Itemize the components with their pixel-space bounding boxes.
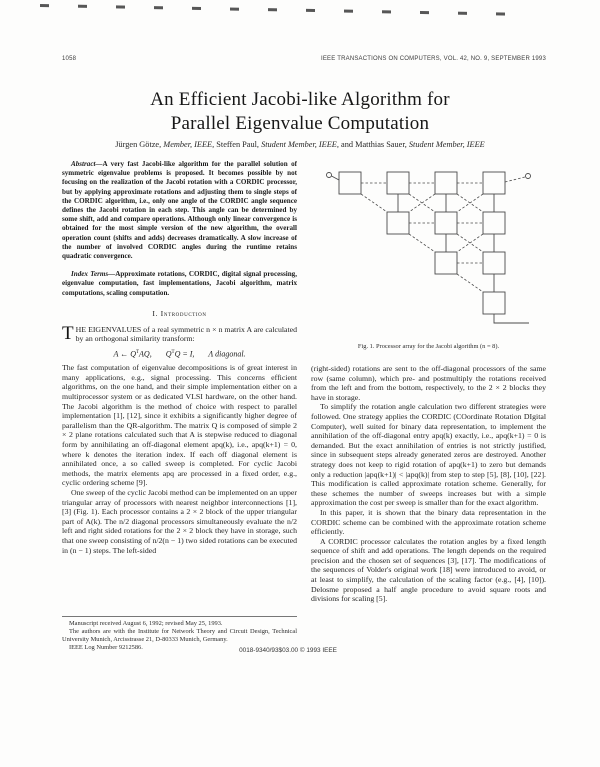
equation-part: AQ,: [139, 349, 152, 359]
two-column-body: [62, 160, 546, 652]
right-column-text: [311, 364, 546, 604]
equation-part: Λ diagonal.: [208, 349, 246, 359]
figure-1-caption: Fig. 1. Processor array for the Jacobi algorithm (n = 8).: [357, 343, 500, 350]
equation-part: A ← Q: [113, 349, 136, 359]
authors-line: [0, 140, 600, 149]
equation-1: [62, 348, 297, 359]
processor-array-diagram: [323, 162, 535, 334]
figure-1: [311, 162, 546, 354]
index-terms-text: Approximate rotations, CORDIC, digital signal processing, eigenvalue computation, fast implementations, Jacobi algorithm, matrix computations, scaling computation.: [62, 270, 297, 297]
paper-title-line1: An Efficient Jacobi-like Algorithm for: [150, 89, 450, 110]
abstract-text: A very fast Jacobi-like algorithm for the parallel solution of symmetric eigenvalue problems is proposed. It becomes possible by not focusing on the realization of the Jacobi rotation with a CORDIC processor, but by applying approximate rotations and adjusting them to single steps of the CORDIC algorithm, i.e., only one angle of the CORDIC angle sequence defines the Jacobi rotation in each step. This angle can be determined by some shift, add and compare operations. Although only linear convergence is obtained for the most simple version of the new algorithm, the overall operation count (shifts and adds) decreases dramatically. A slow increase of the number of involved CORDIC angles during the runtime retains quadratic convergence.: [62, 160, 297, 261]
footnote-log-number: IEEE Log Number 9212586.: [69, 644, 143, 651]
page-number: 1058: [62, 56, 77, 62]
footnote-manuscript: Manuscript received August 6, 1992; revised May 25, 1993.: [69, 620, 223, 627]
dropcap-T: T: [62, 322, 74, 344]
journal-header: IEEE TRANSACTIONS ON COMPUTERS, VOL. 42, NO. 9, SEPTEMBER 1993: [320, 56, 546, 62]
footer-copyright: 0018-9340/93$03.00 © 1993 IEEE: [239, 647, 337, 654]
abstract-label: Abstract—: [71, 160, 103, 168]
right-paragraph-4: A CORDIC processor calculates the rotation angles by a fixed length sequence of shift and add operations. The length depends on the required precision and the chosen set of sequences [3], [17]. The modifications of the sequences of Volder's original work [18] were introduced to avoid, or at least to simplify, the calculation of the scaling factor (e.g., [4], [10]). Delosme proposed a half angle procedure to avoid square roots and divisions for scaling [5].: [311, 536, 546, 604]
author-name: Jürgen Götze,: [115, 140, 164, 149]
footnote-affiliation: The authors are with the Institute for Network Theory and Circuit Design, Technical University Munich, Arcisstrasse 21, D-80333 Munich, Germany.: [62, 628, 297, 643]
intro-paragraph-2: The fast computation of eigenvalue decompositions is of great interest in many applications, e.g., signal processing. This concerns efficient algorithms, on the one hand, and their simple implementation either on a multiprocessor system or as dedicated VLSI hardware, on the other hand. The Jacobi algorithm is the method of choice with respect to parallel implementation [1], [12], since it exhibits a significantly higher degree of parallelism than the QR-algorithm. The matrix Q is composed of simple 2 × 2 plane rotations calculated such that A is stepwise reduced to diagonal form by annihilating an off-diagonal element apq(k), i.e., apq(k+1) = 0, where k denotes the iteration index. If each off diagonal element is annihilated once, a so called sweep is completed. For cyclic Jacobi methods, the matrix elements apq are processed in a fixed order, e.g., cyclic ordering scheme [9].: [62, 363, 297, 488]
index-terms-paragraph: [62, 270, 297, 298]
equation-part: Q = I,: [174, 349, 195, 359]
intro-paragraph-1-text: HE EIGENVALUES of a real symmetric n × n matrix A are calculated by an orthogonal similarity transform:: [75, 324, 297, 344]
equation-superscript: T: [171, 350, 175, 356]
author-name: Steffen Paul,: [214, 140, 262, 149]
section-heading-introduction: I. Introduction: [152, 308, 207, 318]
paper-title-line2: Parallel Eigenvalue Computation: [170, 113, 430, 134]
author-affiliation: Student Member, IEEE,: [261, 140, 339, 149]
index-terms-label: Index Terms—: [71, 270, 116, 279]
right-column: [311, 160, 546, 652]
equation-superscript: T: [135, 350, 140, 356]
author-affiliation: Member, IEEE,: [163, 140, 215, 149]
author-name: and Matthias Sauer,: [338, 140, 409, 149]
right-paragraph-1: (right-sided) rotations are sent to the off-diagonal processors of the same row (same column), which pre- and postmultiply the rotations received from the left and from the bottom, respectively, to the 2 × 2 blocks they have in storage.: [311, 364, 546, 402]
scan-edge-dashes-icon: [40, 4, 526, 16]
running-head: [62, 56, 546, 62]
intro-text: [62, 322, 297, 555]
intro-paragraph-1: [62, 322, 297, 344]
left-column: [62, 160, 297, 652]
right-paragraph-2: To simplify the rotation angle calculation two different strategies were followed. One strategy applies the CORDIC (COordinate Rotation DIgital Computer), well suited for binary data representation, to implement the annihilation of the off-diagonal entry apq(k) exactly, i.e., apq(k+1) = 0 is demanded. But the exact annihilation of entries is not strictly justified, since in subsequent steps already generated zeros are destroyed. Another strategy does not keep to rigid rotation of apq(k+1) to zero but demands only a reduction |apq(k+1)| < |apq(k)| from step to step [5], [8], [10], [22]. This modification is called approximate rotation scheme. Generally, for these schemes the number of sweeps increases but with a simple approximation the cost per sweep is smaller than for the exact algorithm.: [311, 402, 546, 508]
paper-title: [0, 88, 600, 136]
author-affiliation: Student Member, IEEE: [408, 140, 485, 149]
right-paragraph-3: In this paper, it is shown that the binary data representation in the CORDIC scheme can be combined with the approximate rotation scheme efficiently.: [311, 507, 546, 537]
equation-part: Q: [165, 349, 172, 359]
intro-paragraph-3: One sweep of the cyclic Jacobi method can be implemented on an upper triangular array of processors with nearest neighbor interconnections [1], [3] (Fig. 1). Each processor contains a 2 × 2 block of the upper triangular part of A(k). The n/2 diagonal processors simultaneously evaluate the n/2 left and right sided rotations for the 2 × 2 block they have in storage, such that one sweep consisting of n/2(n − 1) two sided rotations can be executed in (n − 1) steps. The left-sided: [62, 488, 297, 555]
abstract-paragraph: [62, 160, 297, 261]
